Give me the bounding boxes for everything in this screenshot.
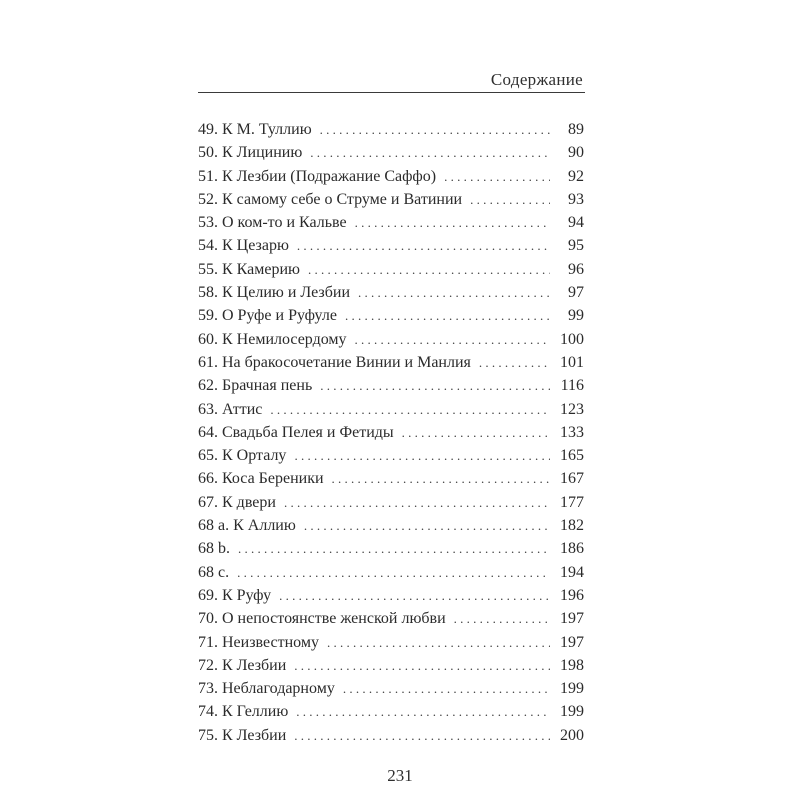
toc-entry-page: 100 [560, 330, 584, 348]
toc-entry-title: 67. К двери [198, 493, 276, 511]
toc-entry-title: 72. К Лезбии [198, 656, 287, 674]
dot-leader [320, 374, 550, 397]
toc-entry-title: 65. К Орталу [198, 447, 287, 465]
toc-entry [198, 631, 584, 654]
toc-entry-page: 99 [568, 307, 584, 325]
dot-leader [358, 281, 550, 304]
toc-entry [198, 118, 584, 141]
dot-leader [304, 514, 550, 537]
toc-entry-page: 165 [560, 447, 584, 465]
dot-leader [296, 700, 550, 723]
table-of-contents [198, 118, 584, 747]
toc-entry-page: 123 [560, 400, 584, 418]
toc-entry [198, 304, 584, 327]
toc-entry [198, 514, 584, 537]
toc-entry [198, 281, 584, 304]
toc-entry [198, 374, 584, 397]
toc-entry-page: 167 [560, 470, 584, 488]
toc-entry [198, 537, 584, 560]
dot-leader [294, 444, 550, 467]
toc-entry-page: 94 [568, 214, 584, 232]
toc-entry-page: 116 [560, 377, 584, 395]
toc-entry [198, 165, 584, 188]
toc-entry-page: 101 [560, 353, 584, 371]
toc-entry-page: 97 [568, 284, 584, 302]
toc-entry-page: 199 [560, 680, 584, 698]
toc-entry-title: 75. К Лезбии [198, 726, 287, 744]
toc-entry-page: 89 [568, 121, 584, 138]
toc-entry [198, 234, 584, 257]
toc-entry [198, 328, 584, 351]
toc-entry-title: 74. К Геллию [198, 703, 289, 721]
toc-entry [198, 188, 584, 211]
toc-entry [198, 258, 584, 281]
dot-leader [320, 118, 550, 141]
dot-leader [355, 211, 550, 234]
toc-entry [198, 700, 584, 723]
dot-leader [355, 328, 550, 351]
toc-entry [198, 211, 584, 234]
toc-entry-page: 90 [568, 144, 584, 162]
toc-entry-page: 200 [560, 726, 584, 744]
toc-entry-title: 62. Брачная пень [198, 377, 313, 395]
toc-entry-title: 71. Неизвестному [198, 633, 319, 651]
toc-entry [198, 677, 584, 700]
toc-entry-title: 70. О непостоянстве женской любви [198, 610, 446, 628]
dot-leader [444, 165, 550, 188]
toc-entry-page: 197 [560, 610, 584, 628]
toc-entry-title: 53. О ком-то и Кальве [198, 214, 347, 232]
toc-entry [198, 141, 584, 164]
toc-entry-page: 194 [560, 563, 584, 581]
dot-leader [310, 141, 550, 164]
toc-entry [198, 561, 584, 584]
dot-leader [343, 677, 550, 700]
dot-leader [294, 654, 550, 677]
dot-leader [270, 398, 550, 421]
dot-leader [327, 631, 550, 654]
dot-leader [297, 234, 550, 257]
toc-entry-page: 177 [560, 493, 584, 511]
toc-entry-title: 55. К Камерию [198, 260, 300, 278]
toc-entry [198, 491, 584, 514]
toc-entry-page: 96 [568, 260, 584, 278]
toc-entry-title: 63. Аттис [198, 400, 263, 418]
toc-entry-page: 95 [568, 237, 584, 255]
toc-entry-title: 68 a. К Аллию [198, 517, 296, 535]
toc-entry [198, 654, 584, 677]
dot-leader [454, 607, 550, 630]
toc-entry [198, 421, 584, 444]
toc-entry-title: 52. К самому себе о Струме и Ватинии [198, 190, 463, 208]
toc-entry [198, 584, 584, 607]
dot-leader [238, 537, 550, 560]
running-head-title: Содержание [490, 70, 583, 89]
toc-entry-page: 133 [560, 423, 584, 441]
toc-entry-page: 182 [560, 517, 584, 535]
toc-entry [198, 398, 584, 421]
toc-entry-page: 198 [560, 656, 584, 674]
dot-leader [332, 467, 550, 490]
toc-entry-page: 186 [560, 540, 584, 558]
toc-entry-title: 50. К Лицинию [198, 144, 303, 162]
page-number: 231 [387, 766, 413, 785]
toc-entry-title: 58. К Целию и Лезбии [198, 284, 351, 302]
toc-entry-page: 92 [568, 167, 584, 185]
toc-entry-page: 93 [568, 190, 584, 208]
toc-entry-title: 60. К Немилосердому [198, 330, 347, 348]
toc-entry-title: 54. К Цезарю [198, 237, 289, 255]
toc-entry-title: 49. К М. Туллию [198, 121, 312, 138]
dot-leader [279, 584, 550, 607]
dot-leader [470, 188, 550, 211]
toc-entry [198, 607, 584, 630]
toc-entry-title: 51. К Лезбии (Подражание Саффо) [198, 167, 437, 185]
toc-entry-title: 69. К Руфу [198, 586, 272, 604]
running-head [198, 70, 585, 93]
toc-entry-title: 59. О Руфе и Руфуле [198, 307, 337, 325]
dot-leader [308, 258, 550, 281]
toc-entry [198, 351, 584, 374]
dot-leader [402, 421, 550, 444]
toc-entry [198, 444, 584, 467]
toc-entry-title: 68 b. [198, 540, 230, 558]
dot-leader [479, 351, 550, 374]
toc-entry-title: 64. Свадьба Пелея и Фетиды [198, 423, 394, 441]
toc-entry-page: 196 [560, 586, 584, 604]
toc-entry-page: 199 [560, 703, 584, 721]
dot-leader [294, 724, 550, 747]
toc-entry-title: 73. Неблагодарному [198, 680, 335, 698]
dot-leader [237, 561, 550, 584]
toc-entry-page: 197 [560, 633, 584, 651]
dot-leader [345, 304, 550, 327]
toc-entry-title: 61. На бракосочетание Винии и Манлия [198, 353, 471, 371]
toc-entry-title: 68 c. [198, 563, 230, 581]
toc-entry [198, 467, 584, 490]
dot-leader [284, 491, 550, 514]
toc-entry-title: 66. Коса Береники [198, 470, 324, 488]
toc-entry [198, 724, 584, 747]
